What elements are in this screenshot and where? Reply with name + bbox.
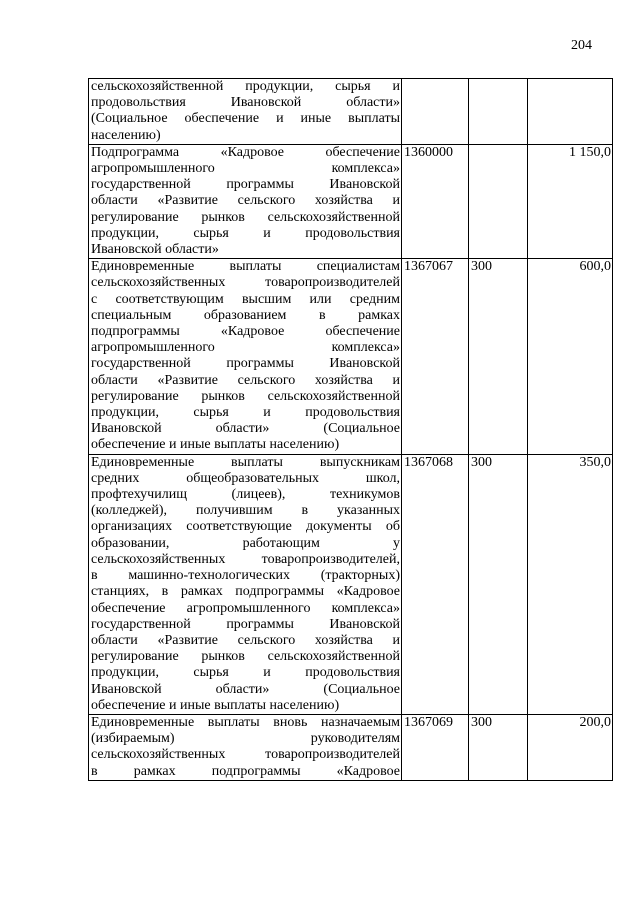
description-line: профтехучилищ (лицеев), техникумов — [91, 487, 400, 503]
row-amount: 600,0 — [528, 259, 613, 454]
row-description — [89, 714, 402, 780]
row-code: 1367067 — [402, 259, 469, 454]
row-description — [89, 259, 402, 454]
description-line: продукции, сырья и продовольствия — [91, 405, 400, 421]
description-line: обеспечение и иные выплаты населению) — [91, 437, 340, 453]
description-line: продукции, сырья и продовольствия — [91, 225, 400, 241]
description-line: в рамках подпрограммы «Кадровое — [91, 763, 400, 779]
description-line: агропромышленного комплекса» — [91, 161, 400, 177]
description-line: регулирование рынков сельскохозяйственной — [91, 388, 400, 404]
description-line: Единовременные выплаты вновь назначаемым — [91, 714, 400, 730]
description-line: Ивановской области» (Социальное — [91, 681, 400, 697]
description-line: образовании, работающим у — [91, 535, 400, 551]
table-row — [89, 144, 613, 258]
description-line: продовольствия Ивановской области» — [91, 95, 400, 111]
description-line: сельскохозяйственных товаропроизводителей — [91, 275, 400, 291]
description-line: организациях соответствующие документы об — [91, 519, 400, 535]
description-line: Ивановской области» (Социальное — [91, 421, 400, 437]
description-line: обеспечение агропромышленного комплекса» — [91, 600, 400, 616]
row-code: 1360000 — [402, 144, 469, 258]
description-line: сельскохозяйственных товаропроизводителей, — [91, 551, 400, 567]
description-line: (избираемым) руководителям — [91, 731, 400, 747]
description-line: регулирование рынков сельскохозяйственной — [91, 209, 400, 225]
row-amount: 200,0 — [528, 714, 613, 780]
row-expense-type — [469, 79, 528, 145]
description-line: в машинно-технологических (тракторных) — [91, 568, 400, 584]
row-description — [89, 79, 402, 145]
page-number: 204 — [571, 38, 592, 53]
row-expense-type: 300 — [469, 259, 528, 454]
description-line: (Социальное обеспечение и иные выплаты — [91, 111, 400, 127]
description-line: сельскохозяйственной продукции, сырья и — [91, 79, 400, 94]
row-code — [402, 79, 469, 145]
description-line: Единовременные выплаты выпускникам — [91, 454, 400, 470]
budget-table-body — [89, 79, 613, 781]
description-line: населению) — [91, 127, 161, 143]
row-amount: 1 150,0 — [528, 144, 613, 258]
description-line: Подпрограмма «Кадровое обеспечение — [91, 144, 400, 160]
description-line: средних общеобразовательных школ, — [91, 470, 400, 486]
row-description — [89, 454, 402, 714]
row-expense-type: 300 — [469, 454, 528, 714]
description-line: (колледжей), получившим в указанных — [91, 503, 400, 519]
description-line: Единовременные выплаты специалистам — [91, 259, 400, 275]
table-row — [89, 714, 613, 780]
description-line: государственной программы Ивановской — [91, 616, 400, 632]
row-expense-type — [469, 144, 528, 258]
description-line: обеспечение и иные выплаты населению) — [91, 697, 340, 713]
description-line: подпрограммы «Кадровое обеспечение — [91, 324, 400, 340]
row-expense-type: 300 — [469, 714, 528, 780]
row-amount: 350,0 — [528, 454, 613, 714]
description-line: сельскохозяйственных товаропроизводителей — [91, 747, 400, 763]
description-line: станциях, в рамках подпрограммы «Кадровое — [91, 584, 400, 600]
row-code: 1367069 — [402, 714, 469, 780]
description-line: государственной программы Ивановской — [91, 356, 400, 372]
table-row — [89, 79, 613, 145]
description-line: области «Развитие сельского хозяйства и — [91, 632, 400, 648]
description-line: Ивановской области» — [91, 242, 219, 258]
budget-table — [88, 78, 613, 781]
description-line: регулирование рынков сельскохозяйственной — [91, 649, 400, 665]
description-line: области «Развитие сельского хозяйства и — [91, 193, 400, 209]
description-line: государственной программы Ивановской — [91, 177, 400, 193]
description-line: продукции, сырья и продовольствия — [91, 665, 400, 681]
description-line: специальным образованием в рамках — [91, 307, 400, 323]
description-line: области «Развитие сельского хозяйства и — [91, 372, 400, 388]
table-row — [89, 259, 613, 454]
row-amount — [528, 79, 613, 145]
description-line: агропромышленного комплекса» — [91, 340, 400, 356]
description-line: с соответствующим высшим или средним — [91, 291, 400, 307]
row-code: 1367068 — [402, 454, 469, 714]
table-row — [89, 454, 613, 714]
row-description — [89, 144, 402, 258]
